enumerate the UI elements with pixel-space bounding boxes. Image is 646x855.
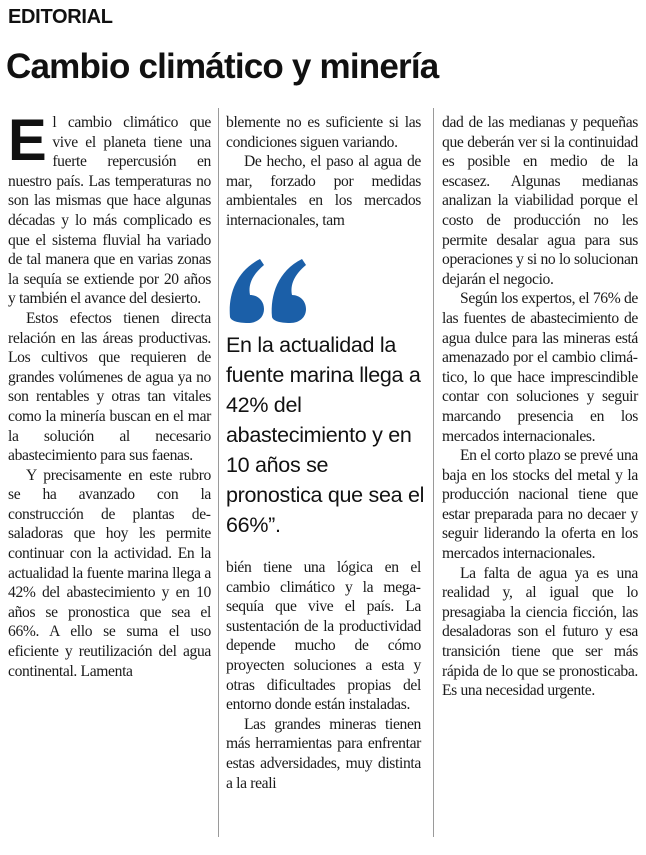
column-2-bottom <box>226 558 421 793</box>
section-label: EDITORIAL <box>8 6 113 28</box>
drop-cap: E <box>8 108 47 173</box>
paragraph: l cambio climático que vive el planeta tiene una fuerte repercusión en nuestro país. Las temperaturas no son las mismas que hace algunas décadas y lo más complicado es que el sistema fluvial ha variado de tal manera que en varias zonas la sequía se extiende por 20 años y también el avance del desierto. <box>8 114 211 308</box>
column-divider <box>218 108 219 837</box>
column-3 <box>442 113 638 701</box>
paragraph: blemente no es suficiente si las condiciones siguen variando. <box>226 114 421 151</box>
paragraph: En el corto plazo se prevé una baja en los stocks del metal y la producción nacional tiene que estar preparada para no decaer y seguir liderando la oferta en los mercados internacionales. <box>442 447 638 563</box>
column-divider <box>433 108 434 837</box>
paragraph: bién tiene una lógica en el cambio climático y la megasequía que vive el país. La sustentación de la productividad depende mucho de cómo proyecten soluciones a esta y otras dificultades propias del entorno donde están instaladas. <box>226 559 421 714</box>
paragraph: Las grandes mineras tienen más herramientas para enfrentar estas adversidades, muy distinta a la reali <box>226 715 421 792</box>
paragraph: La falta de agua ya es una realidad y, al igual que lo presagiaba la ciencia ficción, las desaladoras son el futuro y esa transición tiene que ser más rápida de lo que se pronosticaba. Es una necesidad urgente. <box>442 564 638 700</box>
paragraph: Y precisamente en este rubro se ha avanzado con la construcción de plantas desaladoras que hoy les permite continuar con la actividad. En la actualidad la fuente marina llega a 42% del abastecimiento y en 10 años se pronostica que sea el 66%. A ello se suma el uso eficiente y reutilización del agua continental. Lamenta <box>8 466 211 680</box>
paragraph: Estos efectos tienen directa relación en las áreas productivas. Los cultivos que requieren de grandes volúmenes de agua ya no son rentables y otras tan vitales como la minería buscan en el mar la solución al necesario abastecimiento para sus faenas. <box>8 309 211 465</box>
column-2-top <box>226 113 421 231</box>
paragraph: dad de las medianas y pequeñas que deberán ver si la continuidad es posible en medio de la escasez. Algunas medianas analizan la viabilidad porque el costo de producción no les permite desalar agua para sus operaciones y si no lo solucionan dejarán el negocio. <box>442 114 638 288</box>
paragraph: De hecho, el paso al agua de mar, forzado por medidas ambientales en los mercados internacionales, tam <box>226 153 421 229</box>
column-1 <box>8 108 211 681</box>
open-quote-icon <box>226 255 316 325</box>
article-headline: Cambio climático y minería <box>6 47 439 86</box>
pull-quote: En la actualidad la fuente marina llega a 42% del abastecimiento y en 10 años se pronostica que sea el 66%”. <box>226 333 425 537</box>
paragraph: Según los expertos, el 76% de las fuentes de abastecimiento de agua dulce para las mineras está amenazado por el cambio climático, lo que hace imprescindible contar con soluciones y seguir marcando presencia en los mercados internacionales. <box>442 290 638 445</box>
